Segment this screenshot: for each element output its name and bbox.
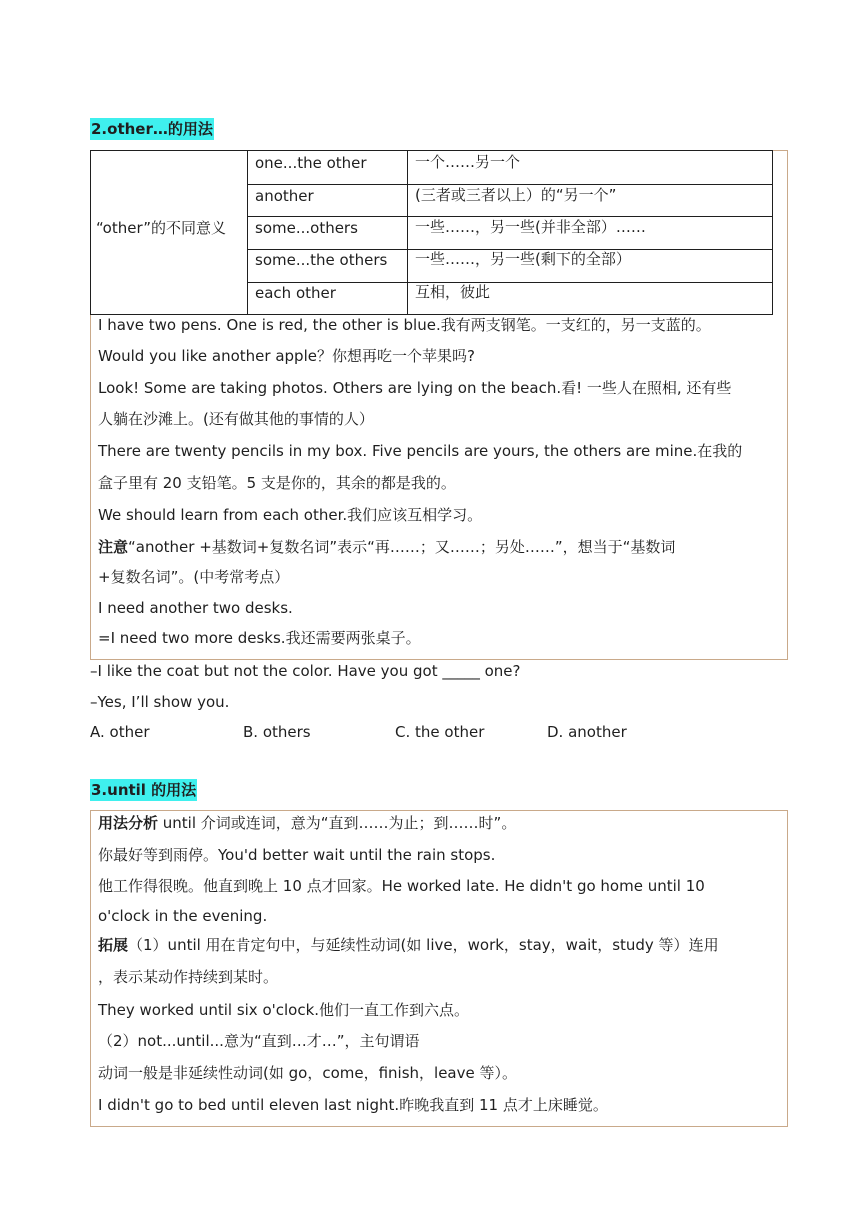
example-line: We should learn from each other.我们应该互相学习。 [98, 506, 483, 524]
extension-detail: 动词一般是非延续性动词(如 go，come，finish，leave 等）。 [98, 1064, 517, 1082]
table-term: each other [255, 284, 336, 302]
extension-line [98, 935, 719, 955]
quiz-option-b: B. others [243, 723, 311, 741]
extension-detail: They worked until six o'clock.他们一直工作到六点。 [98, 1001, 470, 1019]
usage-label: 用法分析 [98, 814, 159, 832]
note-line [98, 537, 675, 557]
note-text: “another +基数词+复数名词”表示“再……；又……；另处……”，想当于“基数词 [128, 538, 676, 556]
example-line: Would you like another apple？你想再吃一个苹果吗? [98, 347, 475, 365]
table-border-left [90, 150, 91, 315]
example-line: I have two pens. One is red, the other is blue.我有两支钢笔。一支红的，另一支蓝的。 [98, 316, 711, 334]
extension-detail: I didn't go to bed until eleven last night.昨晚我直到 11 点才上床睡觉。 [98, 1096, 608, 1114]
note-example: I need another two desks. [98, 599, 293, 617]
table-meaning: 一些……，另一些(剩下的全部） [415, 250, 631, 268]
table-term: some...others [255, 219, 358, 237]
table-term: some...the others [255, 251, 388, 269]
table-meaning: 一个……另一个 [415, 153, 521, 171]
note-label: 注意 [98, 538, 129, 556]
quiz-option-a: A. other [90, 723, 150, 741]
example-line: There are twenty pencils in my box. Five pencils are yours, the others are mine.在我的 [98, 442, 743, 460]
quiz-question: –I like the coat but not the color. Have you got _____ one? [90, 662, 521, 680]
table-label: “other”的不同意义 [96, 219, 227, 237]
extension-detail: ，表示某动作持续到某时。 [98, 968, 279, 986]
table-meaning: (三者或三者以上）的“另一个” [415, 186, 617, 204]
table-meaning: 一些……，另一些(并非全部）…… [415, 218, 646, 236]
quiz-answer-line: –Yes, I’ll show you. [90, 693, 230, 711]
section-heading-other: 2.other…的用法 [91, 120, 213, 138]
example-line: 人躺在沙滩上。(还有做其他的事情的人） [98, 410, 374, 428]
until-example: 你最好等到雨停。You'd better wait until the rain stops. [98, 846, 496, 864]
extension-detail: （2）not...until...意为“直到…才…”，主句谓语 [98, 1032, 420, 1050]
note-line-2: +复数名词”。(中考常考点） [98, 568, 290, 586]
usage-line [98, 813, 516, 833]
table-border-top [90, 150, 772, 151]
table-term: one...the other [255, 154, 367, 172]
usage-text: until 介词或连词，意为“直到……为止；到……时”。 [158, 814, 517, 832]
until-example: 他工作得很晚。他直到晚上 10 点才回家。He worked late. He didn't go home until 10 [98, 877, 705, 895]
example-line: 盒子里有 20 支铅笔。5 支是你的，其余的都是我的。 [98, 474, 456, 492]
table-meaning: 互相，彼此 [415, 283, 491, 301]
table-col-divider [407, 150, 408, 315]
quiz-option-c: C. the other [395, 723, 485, 741]
table-border-right [772, 150, 773, 315]
section-heading-until: 3.until 的用法 [91, 781, 197, 799]
extension-text: （1）until 用在肯定句中，与延续性动词(如 live，work，stay，wait，study 等）连用 [128, 936, 719, 954]
quiz-option-d: D. another [547, 723, 627, 741]
extension-label: 拓展 [98, 936, 129, 954]
example-line: Look! Some are taking photos. Others are lying on the beach.看! 一些人在照相, 还有些 [98, 379, 732, 397]
note-example: =I need two more desks.我还需要两张桌子。 [98, 629, 421, 647]
table-col-divider [247, 150, 248, 315]
until-example: o'clock in the evening. [98, 907, 268, 925]
table-term: another [255, 187, 314, 205]
